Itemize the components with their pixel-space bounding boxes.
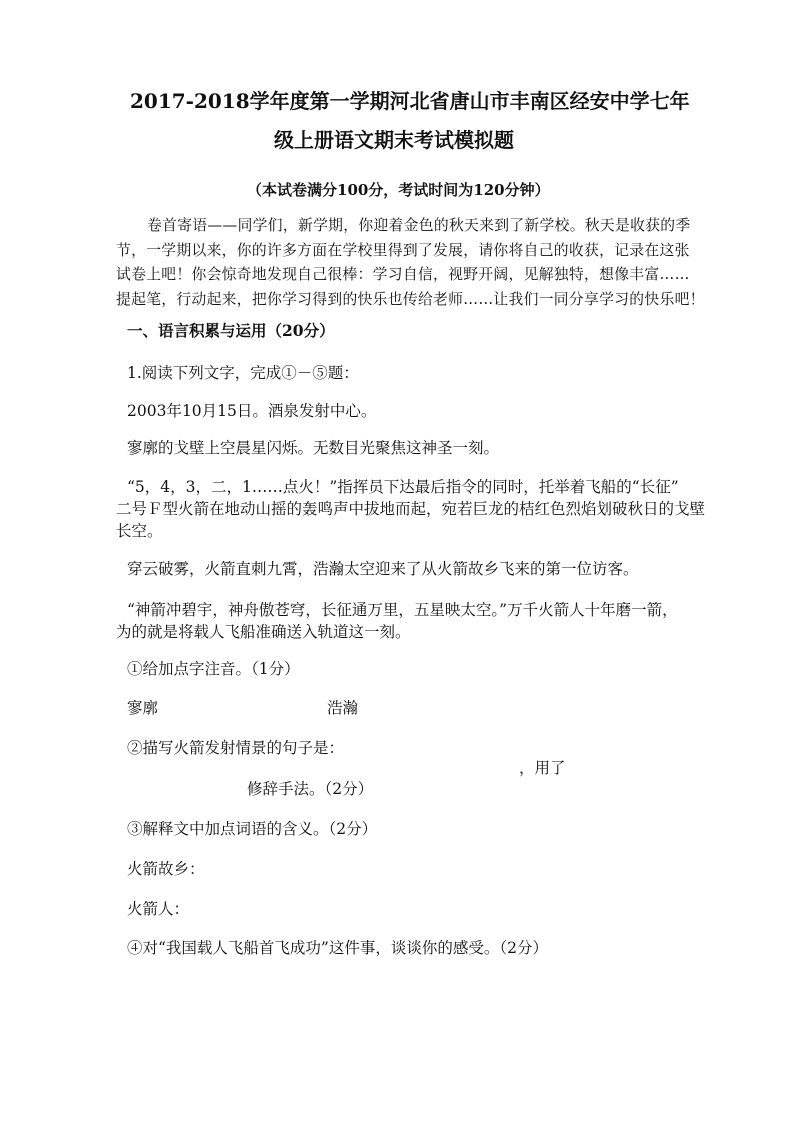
term-rocket-people: 火箭人： — [127, 900, 190, 918]
passage-paragraph-3-line-3: 长空。 — [116, 522, 163, 540]
sub-question-3: ③解释文中加点词语的含义。（2分） — [127, 820, 378, 838]
passage-paragraph-5-line-2: 为的就是将载人飞船准确送入轨道这一刻。 — [116, 623, 411, 641]
sub-question-4: ④对“我国载人飞船首飞成功”这件事，谈谈你的感受。（2分） — [127, 939, 548, 957]
question-prompt: 1.阅读下列文字，完成①－⑤题： — [127, 364, 359, 382]
passage-paragraph-1: 2003年10月15日。酒泉发射中心。 — [127, 402, 377, 420]
sub-question-2-rhetoric: ，用了 — [519, 759, 566, 777]
pinyin-word-1: 寥廓 — [127, 699, 159, 717]
passage-paragraph-3-line-1: “5，4，3，二，1……点火！”指挥员下达最后指令的同时，托举着飞船的“长征” — [127, 478, 679, 496]
pinyin-word-2: 浩瀚 — [327, 699, 359, 717]
intro-line-4: 提起笔，行动起来，把你学习得到的快乐也传给老师……让我们一同分享学习的快乐吧！ — [116, 291, 705, 308]
sub-question-1: ①给加点字注音。（1分） — [127, 660, 300, 678]
intro-line-1: 卷首寄语——同学们，新学期，你迎着金色的秋天来到了新学校。秋天是收获的季 — [147, 217, 691, 234]
intro-line-2: 节，一学期以来，你的许多方面在学校里得到了发展，请你将自己的收获，记录在这张 — [116, 242, 690, 259]
title-line-2: 级上册语文期末考试模拟题 — [274, 128, 514, 152]
exam-info-subtitle: （本试卷满分100分，考试时间为120分钟） — [247, 181, 550, 199]
passage-paragraph-2: 寥廓的戈壁上空晨星闪烁。无数目光聚焦这神圣一刻。 — [127, 439, 500, 457]
sub-question-2: ②描写火箭发射情景的句子是： — [127, 739, 345, 757]
sub-question-2-tail: 修辞手法。（2分） — [247, 780, 374, 798]
passage-paragraph-4: 穿云破雾，火箭直刺九霄，浩瀚太空迎来了从火箭故乡飞来的第一位访客。 — [127, 560, 639, 578]
section-heading: 一、语言积累与运用（20分） — [127, 321, 335, 340]
term-rocket-hometown: 火箭故乡： — [127, 860, 205, 878]
passage-paragraph-3-line-2: 二号Ｆ型火箭在地动山摇的轰鸣声中拔地而起，宛若巨龙的桔红色烈焰划破秋日的戈壁 — [116, 500, 706, 518]
intro-line-3: 试卷上吧！你会惊奇地发现自己很棒：学习自信，视野开阔，见解独特，想像丰富…… — [116, 266, 690, 283]
title-line-1: 2017-2018学年度第一学期河北省唐山市丰南区经安中学七年 — [130, 89, 690, 113]
passage-paragraph-5-line-1: “神箭冲碧宇，神舟傲苍穹，长征通万里，五星映太空。”万千火箭人十年磨一箭， — [127, 601, 678, 619]
